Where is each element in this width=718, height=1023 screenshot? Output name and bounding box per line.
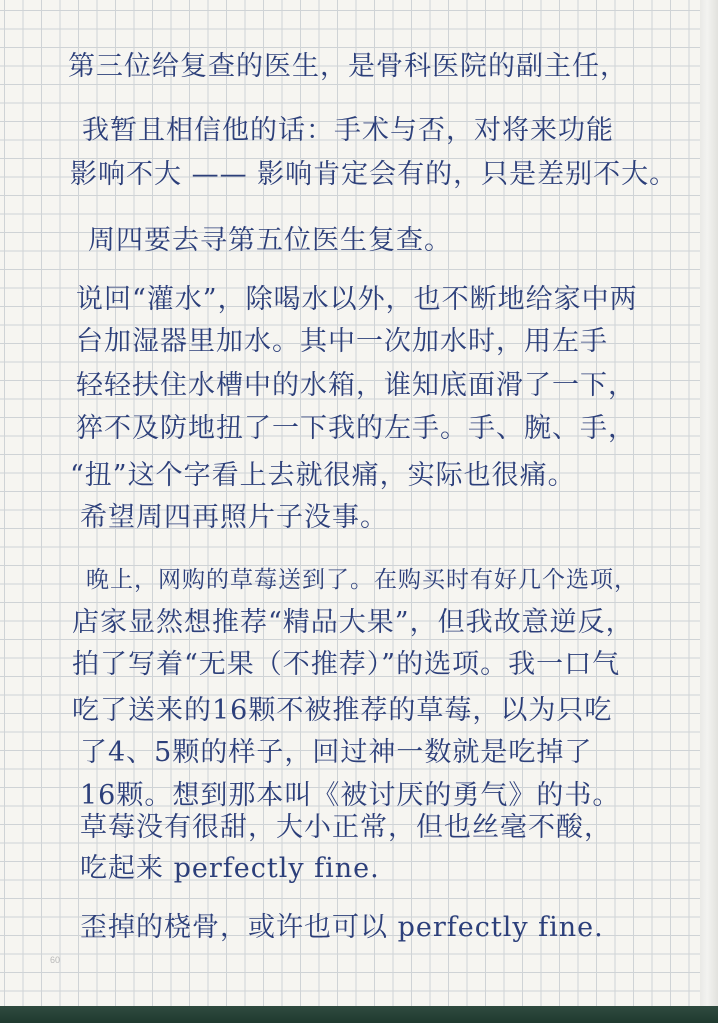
notebook-cover-edge	[0, 1006, 718, 1023]
handwritten-line-3: 影响不大 —— 影响肯定会有的，只是差别不大。	[70, 159, 678, 190]
handwritten-line-16: 16颗。想到那本叫《被讨厌的勇气》的书。	[80, 780, 621, 811]
handwritten-line-17: 草莓没有很甜，大小正常，但也丝毫不酸，	[80, 812, 612, 843]
handwritten-line-13: 拍了写着“无果（不推荐）”的选项。我一口气	[72, 649, 621, 680]
handwritten-line-5: 说回“灌水”，除喝水以外，也不断地给家中两	[76, 284, 638, 315]
handwritten-line-18: 吃起来 perfectly fine.	[80, 853, 380, 884]
handwritten-line-7: 轻轻扶住水槽中的水箱，谁知底面滑了一下，	[76, 370, 636, 401]
handwritten-line-6: 台加湿器里加水。其中一次加水时，用左手	[76, 326, 608, 357]
handwritten-line-19: 歪掉的桡骨，或许也可以 perfectly fine.	[80, 912, 604, 943]
handwritten-line-12: 店家显然想推荐“精品大果”，但我故意逆反，	[72, 607, 634, 638]
notebook-spine	[700, 0, 718, 1023]
handwritten-line-8: 猝不及防地扭了一下我的左手。手、腕、手，	[76, 413, 636, 444]
handwritten-line-10: 希望周四再照片子没事。	[80, 502, 388, 533]
page-number: 60	[50, 955, 61, 965]
handwritten-line-14: 吃了送来的16颗不被推荐的草莓，以为只吃	[72, 695, 613, 726]
handwritten-line-15: 了4、5颗的样子，回过神一数就是吃掉了	[80, 737, 593, 768]
handwritten-line-11: 晚上，网购的草莓送到了。在购买时有好几个选项，	[86, 567, 638, 593]
handwritten-line-1: 第三位给复查的医生，是骨科医院的副主任，	[68, 51, 628, 82]
handwritten-line-4: 周四要去寻第五位医生复查。	[88, 225, 452, 256]
handwritten-line-9: “扭”这个字看上去就很痛，实际也很痛。	[70, 460, 576, 491]
handwritten-line-2: 我暂且相信他的话：手术与否，对将来功能	[82, 115, 614, 146]
